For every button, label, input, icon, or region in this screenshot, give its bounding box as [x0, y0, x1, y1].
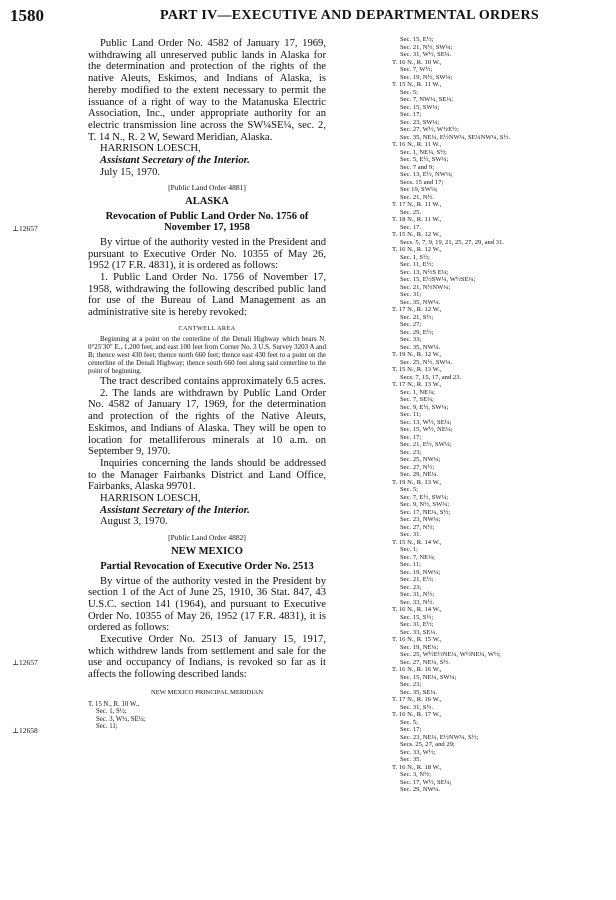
land-list-item: Sec. 23, NE¼, E½NW¼, S½;	[400, 733, 479, 741]
land-list-item: Sec. 21, E½;	[400, 576, 434, 583]
land-list-item: T. 15 N., R. 13 W.,	[392, 366, 442, 373]
land-list-item: Sec. 9, N½, SW¼;	[400, 501, 450, 508]
margin-reference: ⊥12658	[12, 726, 38, 735]
signature-name: HARRISON LOESCH,	[100, 143, 201, 155]
land-list-item: T. 18 N., R. 11 W.,	[392, 216, 442, 223]
signature-title: Assistant Secretary of the Interior.	[100, 155, 250, 167]
land-list-item: Sec. 19, NW¼;	[400, 568, 441, 576]
land-list-item: Sec. 21, S½;	[400, 313, 434, 321]
land-list-item: Sec. 11;	[96, 723, 118, 731]
land-list-item: Secs. 15 and 17;	[400, 178, 444, 186]
land-list-item: Sec. 33;	[400, 336, 422, 343]
land-list-item: Sec. 35, NW¼.	[400, 343, 441, 351]
paragraph: Public Land Order No. 4582 of January 17, 1969, withdrawing all unreserved public lands in Alaska for the determination and protection of the rights of the native Aleuts, Eskimos, and Indians of Alaska, is hereby modified to the extent necessary to permit the issuance of a right of way to the Matanuska Electric Association, Inc., under appropriate authority for an electric transmission line across the SW¼SE¼, sec. 2, T. 14 N., R. 2 W, Seward Meridian, Alaska.	[88, 38, 326, 143]
land-list-item: Sec. 17;	[400, 726, 422, 733]
meridian-heading: NEW MEXICO PRINCIPAL MERIDIAN	[150, 688, 264, 696]
land-list-item: Sec. 33, N½.	[400, 598, 435, 606]
land-list-item: Sec. 3, W½, SE¼;	[96, 715, 146, 723]
land-list-item: T. 17 N., R. 13 W.,	[392, 381, 442, 388]
land-list-item: Sec. 31, N½;	[400, 591, 435, 598]
land-list-item: Sec. 27, W½, W½E½;	[400, 126, 459, 133]
land-list-item: Secs. 7, 15, 17, and 23.	[400, 373, 462, 381]
left-column	[88, 38, 326, 731]
land-list-item: T. 15 N., R. 14 W.,	[392, 538, 442, 546]
paragraph: By virtue of the authority vested in the President and pursuant to Executive Order No. 10355 of May 26, 1952 (17 F.R. 4831), it is ordered as follows:	[88, 236, 326, 272]
land-list-item: Sec. 15, E½SW¼, W½SE¼;	[400, 276, 476, 283]
land-list-item: T. 16 N., R. 11 W.,	[392, 141, 442, 148]
land-list-item: Sec. 1, S½;	[96, 708, 127, 716]
land-list-item: Sec. 27, N½;	[400, 523, 435, 531]
land-list-item: Sec. 17;	[400, 433, 422, 441]
running-title: PART IV—EXECUTIVE AND DEPARTMENTAL ORDERS	[160, 8, 539, 23]
land-list-item: Sec. 17;	[400, 111, 422, 118]
land-list-item: Sec. 7 and 9;	[400, 163, 435, 171]
land-list-item: Sec. 7, E½, SW¼;	[400, 493, 449, 501]
paragraph: 1. Public Land Order No. 1756 of November 17, 1958, withdrawing the following described public land for use of the Bureau of Land Management as an administrative site is hereby revoked:	[88, 271, 326, 319]
land-list-item: Sec. 15, W½, NE¼;	[400, 426, 453, 433]
land-list-item: Sec. 1, NE¼;	[400, 388, 435, 396]
land-list-item: Sec. 15, S½;	[400, 613, 434, 621]
land-list-item: Sec. 15, E½;	[400, 36, 434, 43]
land-list-item: Sec. 25, W½E½NE¼, W½NE¼, W½;	[400, 651, 501, 658]
state-heading: ALASKA	[185, 196, 229, 208]
land-list-item: Sec. 31, S½.	[400, 703, 433, 711]
paragraph: The tract described contains approximately 6.5 acres.	[100, 376, 326, 387]
land-list-item: Sec. 29, E½;	[400, 328, 434, 336]
land-list-item: Sec. 27, N½;	[400, 463, 435, 471]
land-list-item: Sec. 33, W½;	[400, 748, 436, 756]
land-list-item: Sec. 5;	[400, 88, 418, 96]
order-bracket: [Public Land Order 4882]	[168, 533, 246, 543]
land-list-item: Sec. 7, NE¼;	[400, 553, 435, 561]
land-list-item: T. 19 N., R. 12 W.,	[392, 351, 442, 358]
order-subject: Revocation of Public Land Order No. 1756 of November 17, 1958	[105, 210, 309, 233]
land-list-item: Sec. 3, N½;	[400, 771, 431, 778]
land-list-item: Sec. 7, NW¼, SE¼;	[400, 96, 454, 103]
land-list-item: T. 17 N., R. 12 W.,	[392, 306, 442, 313]
land-list-item: Sec. 29, NE¼.	[400, 471, 439, 478]
land-list-item: Sec. 31;	[400, 291, 422, 298]
land-list-item: Sec. 31, W½, SE¼.	[400, 51, 452, 58]
margin-reference: ⊥12657	[12, 658, 38, 667]
date: August 3, 1970.	[100, 516, 168, 528]
land-list-item: Sec. 5;	[400, 718, 418, 726]
land-list-item: Sec. 1, NE¼, S½;	[400, 148, 447, 156]
land-list-item: Sec. 17, NE¼, S½;	[400, 508, 451, 516]
land-list-item: Secs. 25, 27, and 29;	[400, 741, 455, 748]
land-list-item: Sec. 11, E½;	[400, 261, 434, 268]
land-list-item: Sec. 13, N½S E¼;	[400, 268, 449, 276]
land-list-item: Sec 19, SW¼;	[400, 186, 438, 193]
land-list-item: Sec. 23;	[400, 448, 422, 456]
land-list-item: Secs. 5, 7, 9, 19, 21, 25, 27, 29, and 31.	[400, 238, 505, 246]
signature-name: HARRISON LOESCH,	[100, 493, 201, 505]
land-list-item: Sec. 11;	[400, 561, 421, 568]
date: July 15, 1970.	[100, 166, 161, 178]
land-list-item: Sec. 11;	[400, 411, 421, 418]
land-list-item: Sec. 1;	[400, 546, 418, 553]
land-list-item: T. 15 N., R. 10 W.,	[88, 700, 140, 708]
land-list-item: Sec. 7, W½;	[400, 66, 433, 73]
land-list-item: Sec. 23, SW¼;	[400, 118, 440, 126]
land-list-item: Sec. 15, NE¼, SW¼;	[400, 673, 457, 681]
land-list-item: Sec. 27;	[400, 321, 422, 328]
margin-reference: ⊥12657	[12, 224, 38, 233]
paragraph: By virtue of the authority vested in the President by section 1 of the Act of June 25, 1910, 36 Stat. 847, 43 U.S.C. section 141 (1964), and pursuant to Executive Order No. 10355 of May 26, 1952 (17 F.R. 4831), it is ordered as follows:	[88, 575, 326, 634]
land-list-item: T. 16 N., R. 17 W.,	[392, 711, 442, 718]
land-list-item: Sec. 17.	[400, 223, 422, 231]
land-list-item: Sec. 35, NE¼, E½NW¼, SE¼NW¼, S½.	[400, 133, 511, 141]
land-list-item: Sec. 9, E½, SW¼;	[400, 403, 449, 411]
land-list-item: Sec. 29, NW¼.	[400, 786, 441, 793]
right-column-land-list	[392, 36, 612, 794]
land-list-item: Sec. 7, SE¼;	[400, 396, 434, 403]
land-list-item: Sec. 21, E½, SW¼;	[400, 441, 452, 448]
paragraph: Inquiries concerning the lands should be addressed to the Manager Fairbanks District and Land Office, Fairbanks, Alaska 99701.	[88, 457, 326, 493]
page-header	[10, 6, 606, 28]
land-list-item: Sec. 23;	[400, 681, 422, 688]
land-list-item: T. 16 N., R. 12 W.,	[392, 246, 442, 253]
land-list-item: T. 17 N., R. 16 W.,	[392, 696, 442, 703]
land-list-item: Sec. 31, E½;	[400, 621, 434, 628]
land-list-item: Sec. 21, N½, SW¼;	[400, 43, 453, 51]
land-list-item: Sec. 33, SE¼.	[400, 628, 437, 636]
land-list-item: Sec. 35, SE¼.	[400, 688, 437, 696]
land-list-item: Sec. 35, NW¼.	[400, 298, 441, 306]
paragraph: Executive Order No. 2513 of January 15, 1917, which withdrew lands from settlement and sale for the use and occupancy of Indians, is revoked so far as it affects the following described lands:	[88, 634, 326, 681]
land-list	[88, 701, 326, 731]
land-list-item: Sec. 23, NW¼;	[400, 516, 441, 523]
land-list-item: Sec. 27, NE¼, S½.	[400, 658, 451, 666]
land-list-item: Sec. 1, S½;	[400, 253, 430, 261]
land-list-item: T. 15 N., R. 12 W.,	[392, 231, 442, 238]
land-list-item: Sec. 35.	[400, 756, 422, 763]
land-list-item: T. 16 N., R. 10 W.,	[392, 58, 442, 66]
land-list-item: T. 15 N., R. 11 W.,	[392, 81, 442, 88]
land-list-item: Sec. 21, N½.	[400, 193, 435, 201]
state-heading: NEW MEXICO	[171, 545, 243, 557]
land-list-item: T. 16 N., R. 18 W.,	[392, 763, 442, 771]
page-number: 1580	[10, 6, 44, 25]
land-list-item: Sec. 15, SW¼;	[400, 103, 440, 111]
land-list-item: T. 16 N., R. 14 W.,	[392, 606, 442, 613]
paragraph: 2. The lands are withdrawn by Public Land Order No. 4582 of January 17, 1969, for the determination and protection of the rights of the Native Aleuts, Eskimos, and Indians of Alaska. They will be open to location for metalliferous minerals at 10 a.m. on September 9, 1970.	[88, 387, 326, 458]
land-list-item: Sec. 21, N½NW¼;	[400, 283, 451, 291]
land-list-item: Sec. 23;	[400, 583, 422, 591]
land-list-item: Sec. 25, N½, SW¼.	[400, 358, 453, 366]
land-list-item: Sec. 25, NW¼;	[400, 456, 441, 463]
land-list-item: Sec. 19, N½, SW¼;	[400, 73, 453, 81]
land-list-item: Sec. 5;	[400, 486, 418, 493]
land-list-item: T. 16 N., R. 16 W.,	[392, 666, 442, 673]
land-list-item: T. 19 N., R. 13 W.,	[392, 478, 442, 486]
land-list-item: T. 17 N., R. 11 W.,	[392, 201, 442, 208]
signature-title: Assistant Secretary of the Interior.	[100, 504, 250, 516]
area-heading: CANTWELL AREA	[178, 324, 236, 332]
land-list-item: T. 16 N., R. 15 W.,	[392, 636, 442, 643]
land-list-item: Sec. 17, W½, SE¼;	[400, 778, 452, 786]
land-description: Beginning at a point on the centerline of the Denali Highway which bears N. 0°25′30″ E., 1,200 feet, and east 100 feet from Corner No. 3 U.S. Survey 3203 A and B; thence west 430 feet; thence north 660 feet; thence east 430 feet to a point on the centerline of the Denali Highway; thence south 660 feet along said centerline to the point of beginning.	[88, 335, 327, 376]
land-list-item: Sec. 25.	[400, 208, 422, 216]
land-list-item: Sec. 13, W½, SE¼;	[400, 418, 452, 426]
land-list-item: Sec. 5, E½, SW¼;	[400, 156, 449, 163]
order-subject: Partial Revocation of Executive Order No. 2513	[100, 560, 314, 572]
land-list-item: Sec. 13, E½, NW¼;	[400, 171, 453, 178]
order-bracket: [Public Land Order 4881]	[168, 183, 246, 193]
land-list-item: Sec. 31.	[400, 531, 422, 538]
land-list-item: Sec. 19, NE¼;	[400, 643, 439, 651]
